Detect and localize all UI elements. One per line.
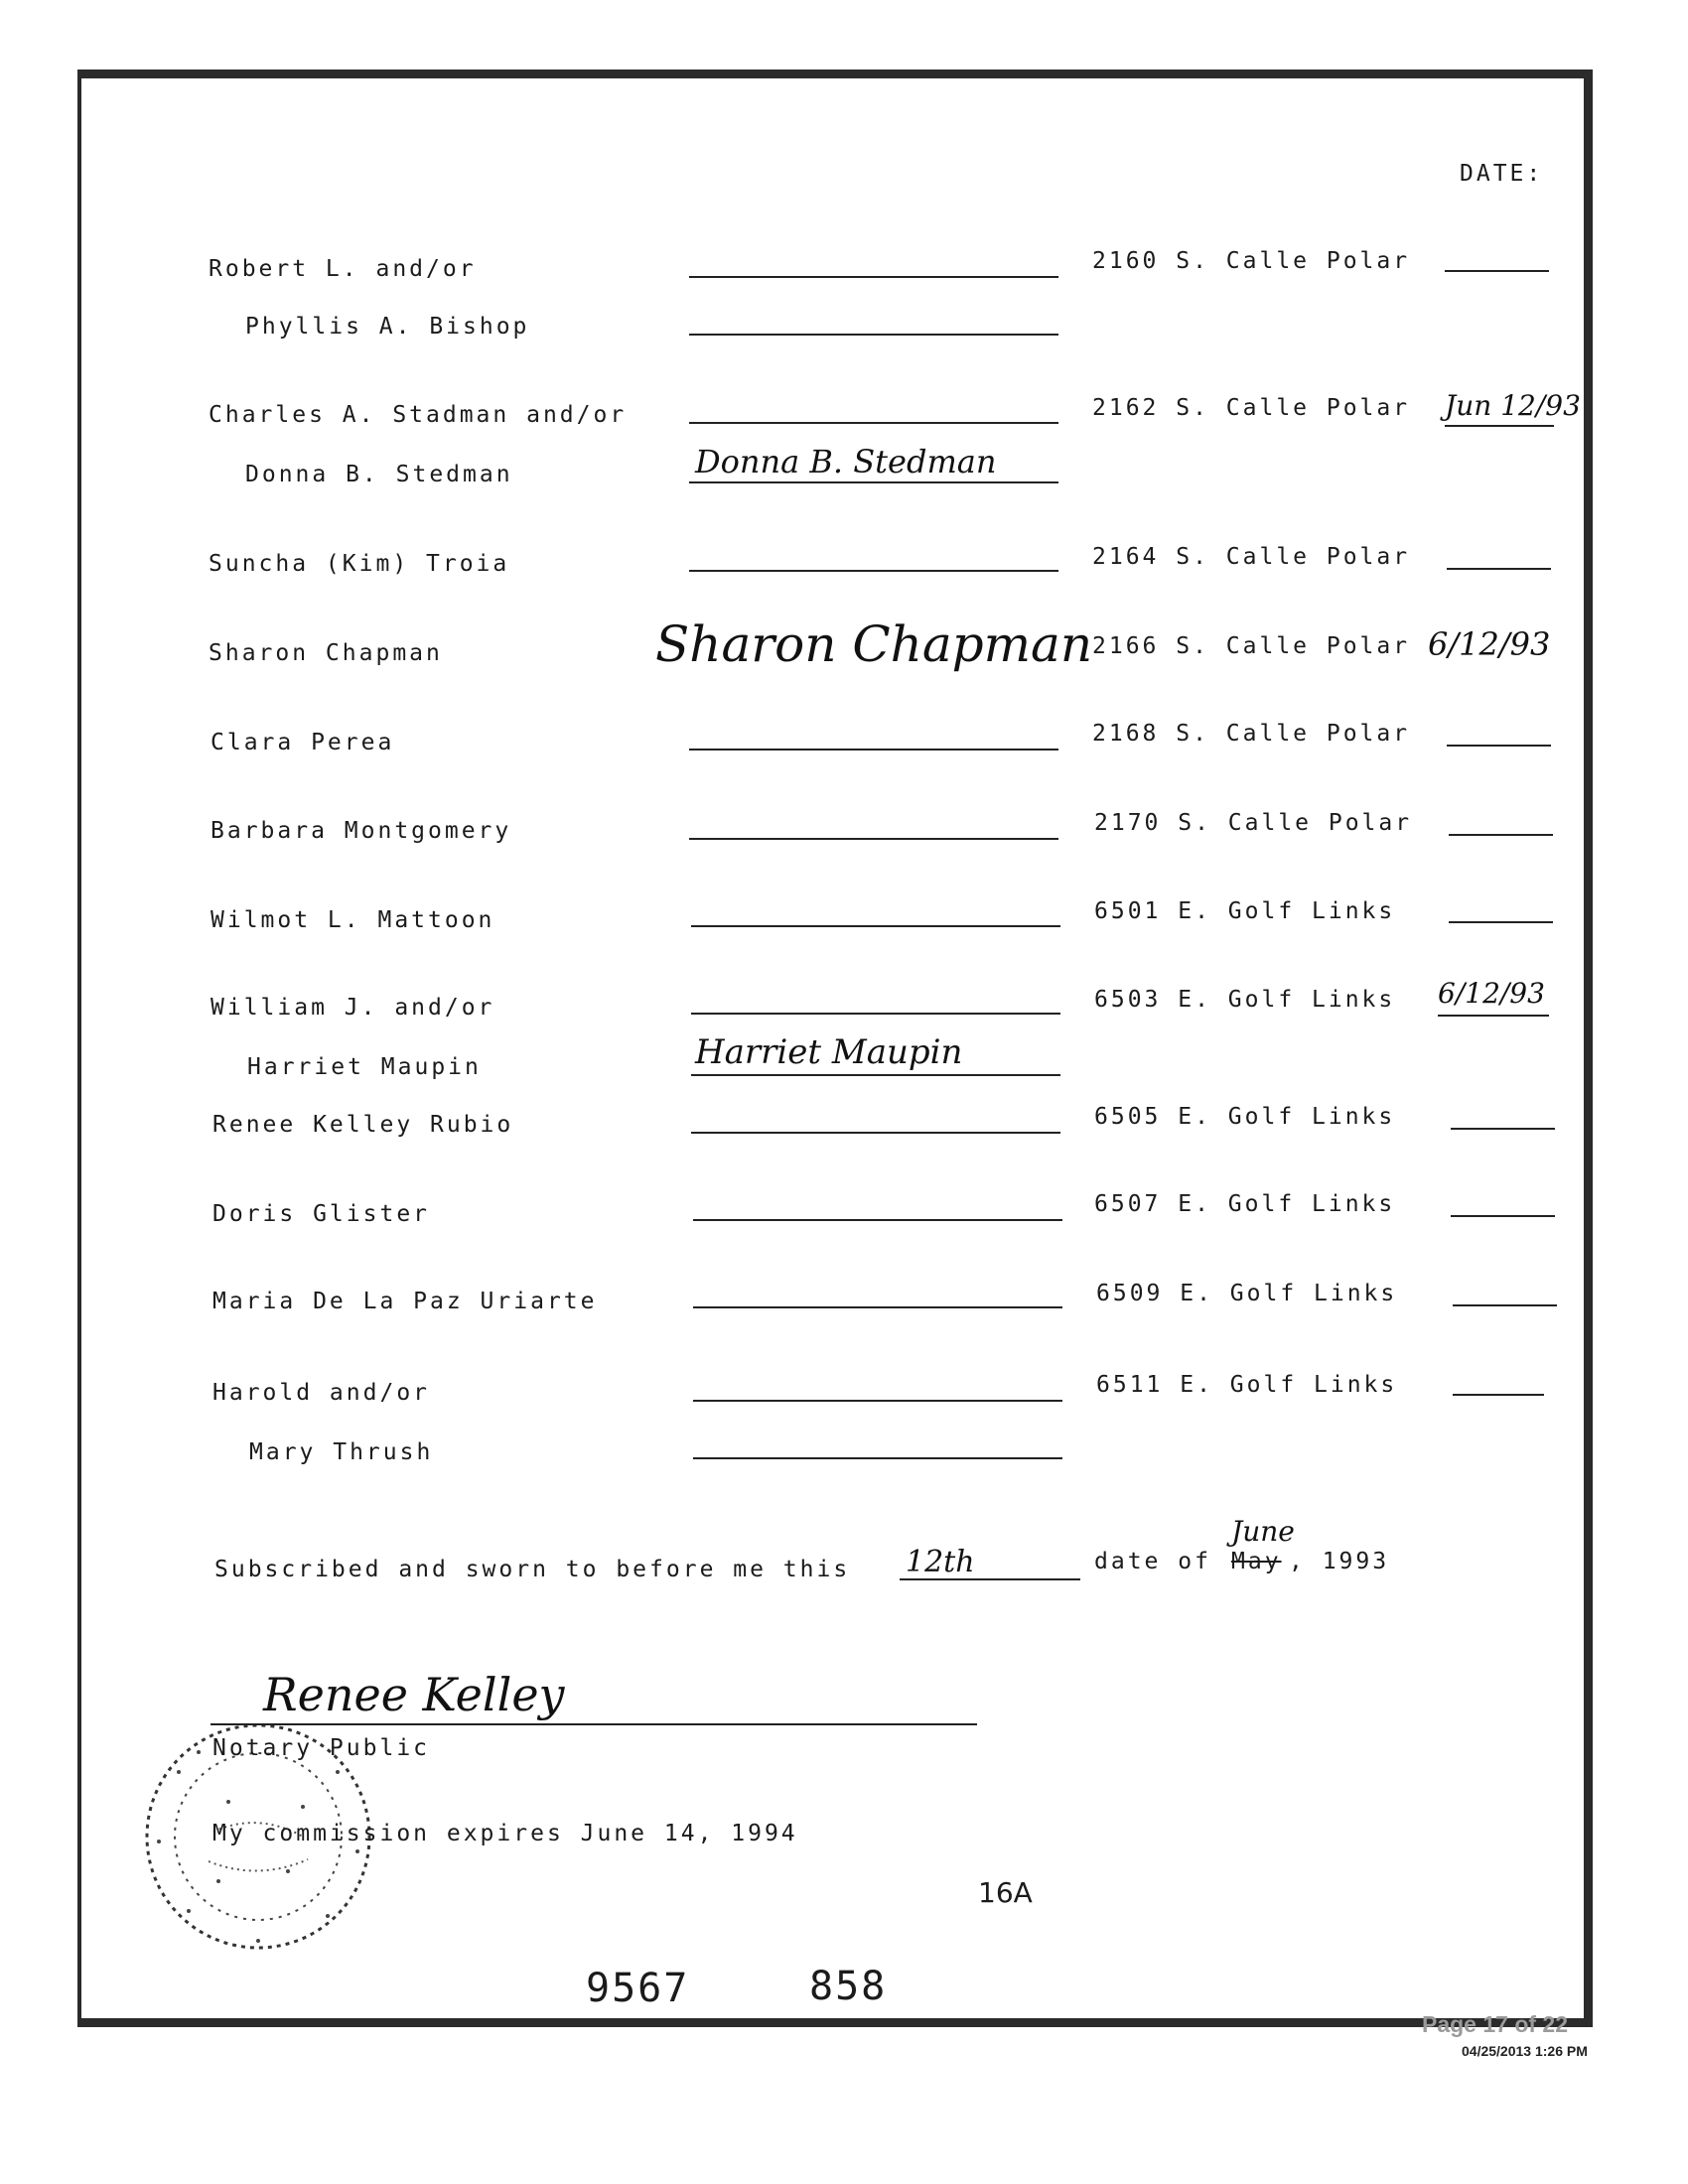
date-line	[1447, 745, 1551, 747]
address: 2162 S. Calle Polar	[1092, 395, 1411, 421]
bates-number-right: 858	[809, 1964, 888, 2009]
signer-name: Barbara Montgomery	[211, 818, 512, 844]
signer-name: Robert L. and/or	[209, 256, 477, 282]
handwritten-date: Jun 12/93	[1445, 389, 1581, 422]
date-line	[1453, 1304, 1557, 1306]
signature-line	[693, 1400, 1062, 1402]
address: 2168 S. Calle Polar	[1092, 721, 1411, 747]
address: 6505 E. Golf Links	[1094, 1104, 1396, 1130]
date-line	[1451, 1215, 1555, 1217]
date-line	[1445, 425, 1554, 427]
signer-name: Mary Thrush	[249, 1439, 434, 1465]
date-label: DATE:	[1460, 161, 1544, 187]
notary-commission: My commission expires June 14, 1994	[212, 1821, 798, 1846]
date-line	[1445, 270, 1549, 272]
signer-name: William J. and/or	[211, 995, 495, 1021]
signature-line	[693, 1457, 1062, 1459]
signature-line	[689, 481, 1058, 483]
notary-signature: Renee Kelley	[263, 1668, 565, 1721]
oath-date-of: date of	[1094, 1549, 1211, 1574]
handwritten-signature: Harriet Maupin	[695, 1032, 963, 1072]
address: 6507 E. Golf Links	[1094, 1191, 1396, 1217]
signer-name: Wilmot L. Mattoon	[211, 907, 495, 933]
signature-line	[689, 749, 1058, 751]
oath-day: 12th	[906, 1545, 975, 1579]
signature-line	[691, 1074, 1060, 1076]
signer-name: Sharon Chapman	[209, 640, 443, 666]
address: 2166 S. Calle Polar	[1092, 633, 1411, 659]
signature-line	[693, 1306, 1062, 1308]
day-line	[900, 1578, 1080, 1580]
signature-line	[689, 334, 1058, 336]
signature-line	[691, 1013, 1060, 1015]
date-line	[1449, 921, 1553, 923]
oath-month-struck: May	[1231, 1549, 1282, 1574]
address: 2164 S. Calle Polar	[1092, 544, 1411, 570]
exhibit-number: 16A	[978, 1876, 1033, 1909]
address: 6501 E. Golf Links	[1094, 898, 1396, 924]
oath-year: , 1993	[1289, 1549, 1390, 1574]
date-line	[1449, 834, 1553, 836]
notary-signature-line	[211, 1723, 977, 1725]
signature-line	[689, 570, 1058, 572]
signer-name: Renee Kelley Rubio	[212, 1112, 514, 1138]
signer-name: Charles A. Stadman and/or	[209, 402, 628, 428]
date-line	[1451, 1128, 1555, 1130]
handwritten-date: 6/12/93	[1428, 625, 1551, 663]
address: 2170 S. Calle Polar	[1094, 810, 1413, 836]
handwritten-signature: Donna B. Stedman	[695, 443, 997, 480]
handwritten-date: 6/12/93	[1438, 977, 1545, 1010]
date-line	[1438, 1015, 1549, 1017]
signer-name: Doris Glister	[212, 1201, 431, 1227]
handwritten-signature: Sharon Chapman	[655, 615, 1093, 673]
address: 2160 S. Calle Polar	[1092, 248, 1411, 274]
signer-name: Donna B. Stedman	[245, 462, 513, 487]
signer-name: Phyllis A. Bishop	[245, 314, 530, 340]
signer-name: Maria De La Paz Uriarte	[212, 1289, 598, 1314]
date-line	[1447, 568, 1551, 570]
signature-line	[693, 1219, 1062, 1221]
address: 6511 E. Golf Links	[1096, 1372, 1398, 1398]
address: 6503 E. Golf Links	[1094, 987, 1396, 1013]
signature-line	[689, 276, 1058, 278]
oath-month-inserted: June	[1231, 1515, 1295, 1548]
bates-number-left: 9567	[586, 1966, 690, 2011]
address: 6509 E. Golf Links	[1096, 1281, 1398, 1306]
signer-name: Suncha (Kim) Troia	[209, 551, 510, 577]
page-counter: Page 17 of 22	[1422, 2011, 1569, 2037]
date-line	[1453, 1394, 1544, 1396]
signer-name: Clara Perea	[211, 730, 395, 755]
signer-name: Harriet Maupin	[247, 1054, 482, 1080]
signature-line	[689, 422, 1058, 424]
signature-line	[691, 1132, 1060, 1134]
print-timestamp: 04/25/2013 1:26 PM	[1462, 2043, 1588, 2059]
signer-name: Harold and/or	[212, 1380, 431, 1406]
signature-line	[691, 925, 1060, 927]
notary-title: Notary Public	[212, 1735, 431, 1761]
oath-prefix: Subscribed and sworn to before me this	[214, 1557, 851, 1582]
signature-line	[689, 838, 1058, 840]
